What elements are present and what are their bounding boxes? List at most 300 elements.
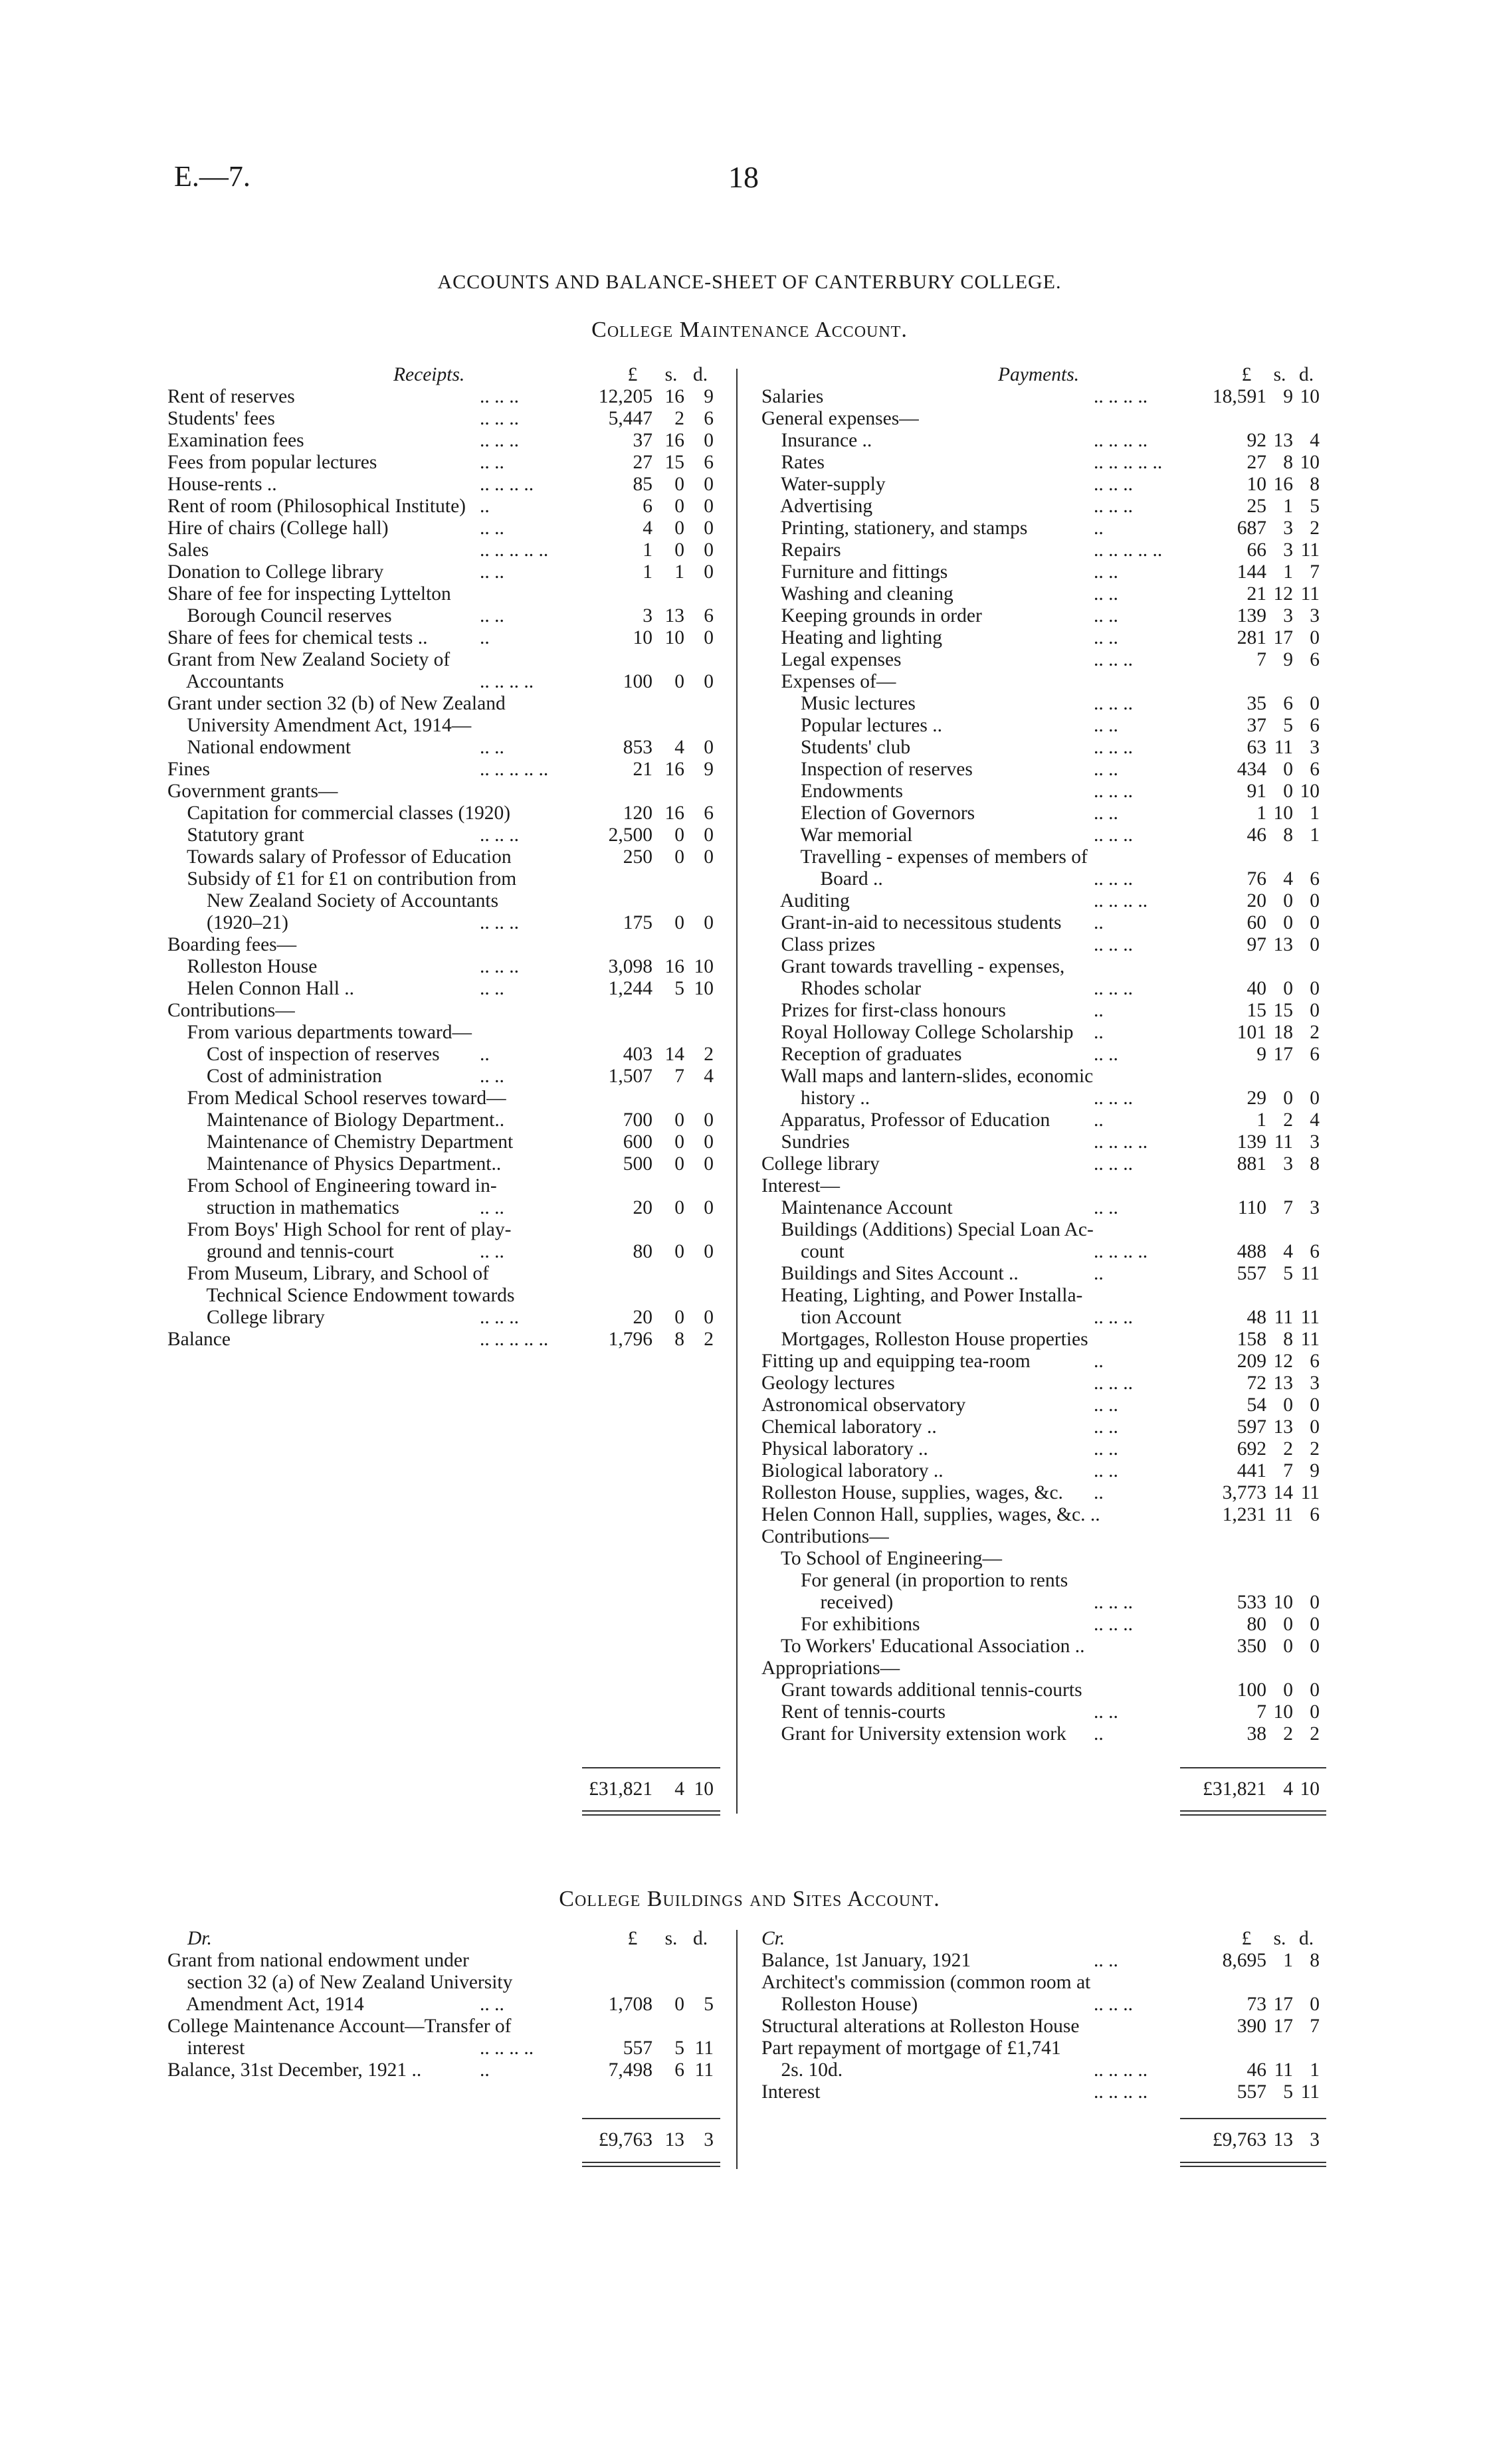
receipt-leader-dots: .. .. .. xyxy=(480,430,519,451)
receipt-label: Balance xyxy=(167,1329,231,1350)
payment-pence: 11 xyxy=(1300,583,1320,605)
receipt-pounds: 700 xyxy=(623,1109,652,1131)
credit-label: Structural alterations at Rolleston House xyxy=(761,2016,1080,2037)
payment-pence: 6 xyxy=(1310,715,1320,736)
payment-leader-dots: .. .. .. xyxy=(1094,474,1133,495)
payment-shillings: 3 xyxy=(1283,518,1293,539)
receipt-row xyxy=(167,1066,719,1088)
payment-leader-dots: .. .. xyxy=(1094,605,1118,626)
shillings-header: s. xyxy=(1273,1928,1286,1949)
receipt-row xyxy=(167,759,719,781)
receipt-row xyxy=(167,868,719,890)
debit-label: Grant from national endowment under xyxy=(167,1950,469,1971)
receipt-pounds: 853 xyxy=(623,737,652,758)
receipt-pence: 2 xyxy=(704,1329,714,1350)
payment-row xyxy=(761,1022,1326,1044)
payment-row xyxy=(761,1044,1326,1066)
payment-pounds: 687 xyxy=(1237,518,1266,539)
cr-total-row xyxy=(761,2129,1326,2151)
payment-pounds: 9 xyxy=(1256,1044,1266,1065)
receipt-label: Grant under section 32 (b) of New Zealand xyxy=(167,693,506,714)
payment-shillings: 12 xyxy=(1273,1351,1293,1372)
payment-label: College library xyxy=(761,1153,880,1175)
receipt-shillings: 0 xyxy=(674,474,684,495)
payment-pounds: 80 xyxy=(1247,1614,1266,1635)
receipt-leader-dots: .. .. xyxy=(480,1197,504,1218)
credit-label: 2s. 10d. xyxy=(761,2059,843,2081)
payment-pence: 0 xyxy=(1310,1636,1320,1657)
payment-leader-dots: .. .. .. xyxy=(1094,824,1133,846)
payment-label: Class prizes xyxy=(761,934,876,955)
receipt-row xyxy=(167,912,719,934)
payment-row xyxy=(761,1000,1326,1022)
payment-leader-dots: .. .. xyxy=(1094,561,1118,583)
receipt-leader-dots: .. .. xyxy=(480,978,504,999)
payment-label: General expenses— xyxy=(761,408,919,429)
receipt-leader-dots: .. xyxy=(480,1044,490,1065)
receipt-row xyxy=(167,430,719,452)
receipt-label: Rent of room (Philosophical Institute) xyxy=(167,496,466,517)
credit-pence: 8 xyxy=(1310,1950,1320,1971)
payment-row xyxy=(761,386,1326,408)
receipt-shillings: 0 xyxy=(674,1109,684,1131)
receipt-pounds: 1 xyxy=(643,561,652,583)
payment-label: Rhodes scholar xyxy=(761,978,922,999)
receipt-row xyxy=(167,408,719,430)
payment-shillings: 3 xyxy=(1283,539,1293,561)
receipt-pounds: 500 xyxy=(623,1153,652,1175)
receipt-shillings: 10 xyxy=(664,627,684,648)
page-number: 18 xyxy=(728,160,759,194)
payment-pounds: 350 xyxy=(1237,1636,1266,1657)
payment-shillings: 2 xyxy=(1283,1438,1293,1460)
receipts-total-double-rule xyxy=(582,1810,720,1816)
payment-pence: 5 xyxy=(1310,496,1320,517)
dr-total-block xyxy=(167,2129,719,2151)
payment-shillings: 13 xyxy=(1273,934,1293,955)
receipt-pence: 0 xyxy=(704,824,714,846)
dr-column xyxy=(167,1928,719,2081)
payment-label: Students' club xyxy=(761,737,911,758)
payment-pence: 8 xyxy=(1310,1153,1320,1175)
payment-pence: 6 xyxy=(1310,868,1320,890)
payment-shillings: 11 xyxy=(1274,1307,1293,1328)
payment-shillings: 7 xyxy=(1283,1460,1293,1481)
receipt-shillings: 0 xyxy=(674,496,684,517)
payment-shillings: 0 xyxy=(1283,781,1293,802)
receipt-shillings: 16 xyxy=(664,759,684,780)
receipt-shillings: 0 xyxy=(674,824,684,846)
receipt-row xyxy=(167,781,719,803)
debit-label: section 32 (a) of New Zealand University xyxy=(167,1972,513,1993)
payment-pence: 0 xyxy=(1310,1416,1320,1438)
receipt-leader-dots: .. .. .. xyxy=(480,408,519,429)
payment-pounds: 158 xyxy=(1237,1329,1266,1350)
payment-leader-dots: .. .. xyxy=(1094,759,1118,780)
payments-total-row xyxy=(761,1778,1326,1800)
receipt-pence: 2 xyxy=(704,1044,714,1065)
payment-pence: 8 xyxy=(1310,474,1320,495)
receipt-pounds: 403 xyxy=(623,1044,652,1065)
payment-label: Salaries xyxy=(761,386,824,407)
dr-header-row xyxy=(167,1928,719,1950)
payment-pence: 0 xyxy=(1310,1088,1320,1109)
receipt-label: Students' fees xyxy=(167,408,275,429)
payment-leader-dots: .. .. .. .. xyxy=(1094,1131,1148,1153)
receipt-shillings: 0 xyxy=(674,1197,684,1218)
receipt-label: Government grants— xyxy=(167,781,338,802)
payment-pounds: 881 xyxy=(1237,1153,1266,1175)
payment-pence: 3 xyxy=(1310,1373,1320,1394)
payment-leader-dots: .. .. xyxy=(1094,627,1118,648)
receipt-row xyxy=(167,715,719,737)
payment-row xyxy=(761,1263,1326,1285)
pence-header: d. xyxy=(692,364,708,385)
payment-label: Repairs xyxy=(761,539,841,561)
payment-label: Auditing xyxy=(761,890,850,911)
receipt-label: From Boys' High School for rent of play- xyxy=(167,1219,512,1240)
receipt-pence: 0 xyxy=(704,1109,714,1131)
receipt-label: Cost of inspection of reserves xyxy=(167,1044,440,1065)
payment-shillings: 1 xyxy=(1283,496,1293,517)
payment-pounds: 54 xyxy=(1247,1394,1266,1416)
payment-pounds: 434 xyxy=(1237,759,1266,780)
dr-total-rule xyxy=(582,2118,720,2119)
credit-leader-dots: .. .. .. xyxy=(1094,1994,1133,2015)
receipt-row xyxy=(167,1044,719,1066)
payment-pence: 6 xyxy=(1310,1504,1320,1525)
receipt-label: Examination fees xyxy=(167,430,304,451)
payment-label: history .. xyxy=(761,1088,870,1109)
payment-row xyxy=(761,1307,1326,1329)
receipt-label: Rent of reserves xyxy=(167,386,295,407)
payment-row xyxy=(761,759,1326,781)
receipt-row xyxy=(167,1131,719,1153)
receipt-row xyxy=(167,1088,719,1109)
receipt-pounds: 1,244 xyxy=(608,978,652,999)
payment-leader-dots: .. .. xyxy=(1094,803,1118,824)
payment-pence: 1 xyxy=(1310,824,1320,846)
payment-pence: 6 xyxy=(1310,1351,1320,1372)
receipt-pence: 0 xyxy=(704,1197,714,1218)
receipt-pence: 6 xyxy=(704,605,714,626)
payment-label: received) xyxy=(761,1592,894,1613)
receipt-row xyxy=(167,561,719,583)
payment-label: Grant towards additional tennis-courts xyxy=(761,1679,1082,1701)
payment-pounds: 60 xyxy=(1247,912,1266,933)
debit-label: College Maintenance Account—Transfer of xyxy=(167,2016,512,2037)
receipt-pence: 0 xyxy=(704,1153,714,1175)
payment-row xyxy=(761,1088,1326,1109)
receipt-label: Helen Connon Hall .. xyxy=(167,978,355,999)
receipts-total-rule xyxy=(582,1767,720,1768)
payment-pounds: 1 xyxy=(1256,1109,1266,1131)
receipt-pounds: 80 xyxy=(633,1241,652,1262)
receipt-label: Share of fee for inspecting Lyttelton xyxy=(167,583,451,605)
receipt-pounds: 37 xyxy=(633,430,652,451)
receipt-row xyxy=(167,474,719,496)
payment-shillings: 5 xyxy=(1283,1263,1293,1284)
receipt-leader-dots: .. .. xyxy=(480,561,504,583)
debit-pence: 11 xyxy=(694,2059,714,2081)
payment-shillings: 18 xyxy=(1273,1022,1293,1043)
payment-pounds: 63 xyxy=(1247,737,1266,758)
receipt-leader-dots: .. .. .. xyxy=(480,956,519,977)
payment-pounds: 97 xyxy=(1247,934,1266,955)
receipt-row xyxy=(167,846,719,868)
receipt-pence: 0 xyxy=(704,1307,714,1328)
payment-label: Royal Holloway College Scholarship xyxy=(761,1022,1074,1043)
receipt-pounds: 3,098 xyxy=(608,956,652,977)
payment-leader-dots: .. .. xyxy=(1094,583,1118,605)
receipt-pence: 0 xyxy=(704,1131,714,1153)
receipt-pence: 9 xyxy=(704,386,714,407)
receipt-pence: 0 xyxy=(704,496,714,517)
receipt-shillings: 14 xyxy=(664,1044,684,1065)
payment-shillings: 0 xyxy=(1283,890,1293,911)
receipt-row xyxy=(167,890,719,912)
payment-pence: 3 xyxy=(1310,737,1320,758)
payment-shillings: 7 xyxy=(1283,1197,1293,1218)
debit-pence: 11 xyxy=(694,2038,714,2059)
receipt-row xyxy=(167,518,719,539)
receipt-leader-dots: .. .. .. xyxy=(480,824,519,846)
payment-label: Physical laboratory .. xyxy=(761,1438,928,1460)
receipts-total-row xyxy=(167,1778,719,1800)
receipt-label: struction in mathematics xyxy=(167,1197,400,1218)
payment-shillings: 0 xyxy=(1283,1679,1293,1701)
payment-row xyxy=(761,824,1326,846)
receipt-shillings: 5 xyxy=(674,978,684,999)
payment-label: Water-supply xyxy=(761,474,886,495)
receipt-row xyxy=(167,1175,719,1197)
payment-leader-dots: .. .. .. xyxy=(1094,868,1133,890)
payment-pounds: 533 xyxy=(1237,1592,1266,1613)
payment-row xyxy=(761,474,1326,496)
payment-label: Prizes for first-class honours xyxy=(761,1000,1006,1021)
payment-leader-dots: .. .. .. .. .. xyxy=(1094,539,1163,561)
payment-label: Insurance .. xyxy=(761,430,872,451)
receipt-row xyxy=(167,693,719,715)
payment-row xyxy=(761,1614,1326,1636)
payment-label: Buildings and Sites Account .. xyxy=(761,1263,1019,1284)
payment-shillings: 13 xyxy=(1273,430,1293,451)
receipt-leader-dots: .. .. .. xyxy=(480,912,519,933)
receipt-row xyxy=(167,1307,719,1329)
shillings-header: s. xyxy=(664,1928,678,1949)
receipts-header-row xyxy=(167,364,719,386)
payment-row xyxy=(761,430,1326,452)
payment-row xyxy=(761,956,1326,978)
payment-pence: 7 xyxy=(1310,561,1320,583)
payment-label: tion Account xyxy=(761,1307,902,1328)
receipt-leader-dots: .. .. .. .. .. xyxy=(480,1329,549,1350)
receipt-label: Accountants xyxy=(167,671,284,692)
receipt-shillings: 13 xyxy=(664,605,684,626)
maintenance-account-title: College Maintenance Account. xyxy=(591,318,908,342)
receipt-pounds: 10 xyxy=(633,627,652,648)
receipt-leader-dots: .. .. xyxy=(480,737,504,758)
payment-shillings: 9 xyxy=(1283,386,1293,407)
credit-row xyxy=(761,1994,1326,2016)
payment-leader-dots: .. .. .. xyxy=(1094,1614,1133,1635)
payment-pence: 0 xyxy=(1310,912,1320,933)
receipt-label: Boarding fees— xyxy=(167,934,297,955)
receipt-pounds: 21 xyxy=(633,759,652,780)
receipt-leader-dots: .. .. xyxy=(480,605,504,626)
payment-pounds: 92 xyxy=(1247,430,1266,451)
payment-row xyxy=(761,978,1326,1000)
pence-header: d. xyxy=(1298,364,1314,385)
payment-label: Board .. xyxy=(761,868,883,890)
payment-label: Astronomical observatory xyxy=(761,1394,966,1416)
payment-row xyxy=(761,1482,1326,1504)
payment-pounds: 1,231 xyxy=(1222,1504,1266,1525)
receipt-pence: 6 xyxy=(704,803,714,824)
payment-pence: 2 xyxy=(1310,1723,1320,1745)
payment-label: Rates xyxy=(761,452,825,473)
payment-row xyxy=(761,605,1326,627)
receipts-heading: Receipts. xyxy=(393,364,465,385)
payment-shillings: 3 xyxy=(1283,1153,1293,1175)
payments-total-block xyxy=(761,1778,1326,1800)
payment-shillings: 13 xyxy=(1273,1416,1293,1438)
receipt-pounds: 3 xyxy=(643,605,652,626)
payment-pounds: 557 xyxy=(1237,1263,1266,1284)
payment-pence: 11 xyxy=(1300,539,1320,561)
payments-total-double-rule xyxy=(1180,1810,1326,1816)
receipt-label: Cost of administration xyxy=(167,1066,382,1087)
column-divider xyxy=(736,369,738,1814)
payment-row xyxy=(761,1723,1326,1745)
payment-row xyxy=(761,518,1326,539)
credit-shillings: 5 xyxy=(1283,2081,1293,2103)
payment-row xyxy=(761,1636,1326,1658)
payment-pounds: 7 xyxy=(1256,649,1266,670)
document-title: ACCOUNTS AND BALANCE-SHEET OF CANTERBURY COLLEGE. xyxy=(437,271,1062,293)
payment-label: Keeping grounds in order xyxy=(761,605,982,626)
credit-label: Rolleston House) xyxy=(761,1994,918,2015)
credit-shillings: 17 xyxy=(1273,1994,1293,2015)
payment-label: Endowments xyxy=(761,781,904,802)
payment-label: Chemical laboratory .. xyxy=(761,1416,937,1438)
receipts-total-pence: 10 xyxy=(694,1778,714,1800)
pounds-header: £ xyxy=(1241,1928,1252,1949)
dr-total-double-rule xyxy=(582,2162,720,2167)
payment-row xyxy=(761,890,1326,912)
receipt-label: From School of Engineering toward in- xyxy=(167,1175,497,1196)
payment-pounds: 40 xyxy=(1247,978,1266,999)
payment-pence: 10 xyxy=(1300,452,1320,473)
payments-total-pounds: £31,821 xyxy=(1203,1778,1266,1800)
payment-row xyxy=(761,693,1326,715)
receipt-label: National endowment xyxy=(167,737,351,758)
credit-shillings: 11 xyxy=(1274,2059,1293,2081)
payment-pence: 0 xyxy=(1310,1614,1320,1635)
payments-header-row xyxy=(761,364,1326,386)
payment-leader-dots: .. .. .. xyxy=(1094,934,1133,955)
payment-row xyxy=(761,671,1326,693)
payment-row xyxy=(761,452,1326,474)
payment-label: Heating, Lighting, and Power Installa- xyxy=(761,1285,1083,1306)
payment-shillings: 2 xyxy=(1283,1723,1293,1745)
receipts-rows xyxy=(167,386,719,1351)
payment-row xyxy=(761,627,1326,649)
payment-shillings: 10 xyxy=(1273,1701,1293,1723)
receipt-pounds: 85 xyxy=(633,474,652,495)
payment-row xyxy=(761,561,1326,583)
payment-shillings: 9 xyxy=(1283,649,1293,670)
payment-shillings: 0 xyxy=(1283,978,1293,999)
payment-row xyxy=(761,846,1326,868)
receipt-shillings: 16 xyxy=(664,803,684,824)
payment-row xyxy=(761,1351,1326,1373)
receipt-shillings: 0 xyxy=(674,539,684,561)
cr-column xyxy=(761,1928,1326,2103)
receipt-pence: 6 xyxy=(704,408,714,429)
payment-row xyxy=(761,1219,1326,1241)
payment-shillings: 17 xyxy=(1273,1044,1293,1065)
receipt-row xyxy=(167,803,719,824)
payment-pence: 0 xyxy=(1310,1394,1320,1416)
payment-pounds: 139 xyxy=(1237,605,1266,626)
payment-label: Printing, stationery, and stamps xyxy=(761,518,1028,539)
payments-total-pence: 10 xyxy=(1300,1778,1320,1800)
payment-leader-dots: .. .. xyxy=(1094,1394,1118,1416)
payment-row xyxy=(761,803,1326,824)
receipt-pence: 0 xyxy=(704,1241,714,1262)
receipt-pounds: 5,447 xyxy=(608,408,652,429)
debit-pence: 5 xyxy=(704,1994,714,2015)
credit-row xyxy=(761,2038,1326,2059)
payment-pence: 11 xyxy=(1300,1482,1320,1503)
credit-row xyxy=(761,2081,1326,2103)
payment-pounds: 46 xyxy=(1247,824,1266,846)
payment-pounds: 441 xyxy=(1237,1460,1266,1481)
payment-pounds: 35 xyxy=(1247,693,1266,714)
payment-pounds: 110 xyxy=(1237,1197,1266,1218)
payment-shillings: 0 xyxy=(1283,1394,1293,1416)
payment-pence: 2 xyxy=(1310,1022,1320,1043)
receipt-row xyxy=(167,539,719,561)
payment-pence: 10 xyxy=(1300,781,1320,802)
receipt-leader-dots: .. .. .. .. .. xyxy=(480,539,549,561)
payment-label: Sundries xyxy=(761,1131,850,1153)
payment-row xyxy=(761,1131,1326,1153)
payment-row xyxy=(761,868,1326,890)
receipt-row xyxy=(167,1197,719,1219)
dr-heading: Dr. xyxy=(187,1928,212,1949)
payment-label: Wall maps and lantern-slides, economic xyxy=(761,1066,1094,1087)
payment-pence: 11 xyxy=(1300,1263,1320,1284)
receipt-row xyxy=(167,1241,719,1263)
receipt-pounds: 1,507 xyxy=(608,1066,652,1087)
payment-pence: 11 xyxy=(1300,1329,1320,1350)
payment-row xyxy=(761,1460,1326,1482)
payment-label: Appropriations— xyxy=(761,1658,900,1679)
credit-label: Architect's commission (common room at xyxy=(761,1972,1091,1993)
payment-leader-dots: .. xyxy=(1094,1351,1104,1372)
receipt-label: Towards salary of Professor of Education xyxy=(167,846,512,868)
receipt-label: From Museum, Library, and School of xyxy=(167,1263,489,1284)
payment-pounds: 91 xyxy=(1247,781,1266,802)
receipt-leader-dots: .. .. .. .. xyxy=(480,671,534,692)
payment-label: Contributions— xyxy=(761,1526,889,1547)
receipt-pence: 0 xyxy=(704,474,714,495)
payment-shillings: 0 xyxy=(1283,912,1293,933)
payment-shillings: 2 xyxy=(1283,1109,1293,1131)
receipt-row xyxy=(167,1153,719,1175)
